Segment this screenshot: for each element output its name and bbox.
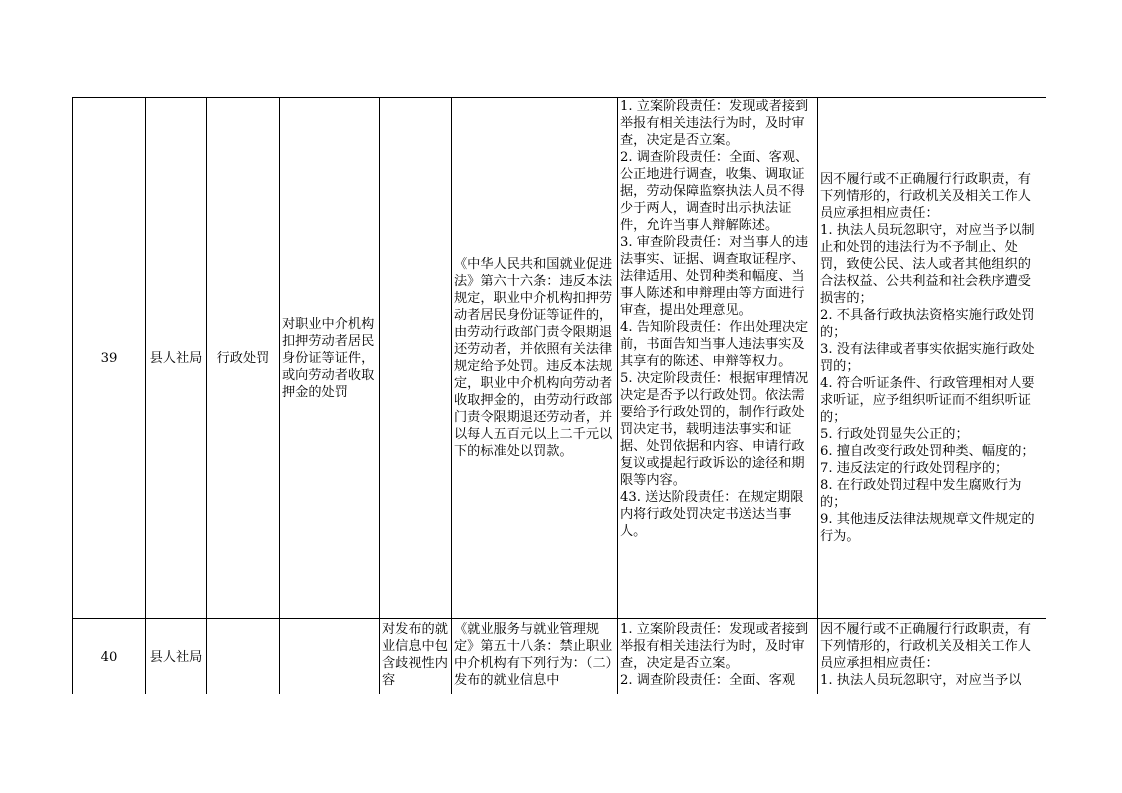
power-type-cell: 行政处罚 <box>207 98 280 619</box>
table-row <box>73 619 1047 695</box>
row-number: 40 <box>73 619 146 695</box>
accountability-cell: 因不履行或不正确履行行政职责，有下列情形的，行政机关及相关工作人员应承担相应责任： 1. 执法人员玩忽职守，对应当予以制止和处罚的违法行为不予制止、处罚，致使公民、法人或者其他组织的合法权益、公共利益和社会秩序遭受损害的； 2. 不具备行政执法资格实施行政处罚的； 3. 没有法律或者事实依据实施行政处罚的； 4. 符合听证条件、行政管理相对人要求听证，应予组织听证而不组织听证的； 5. 行政处罚显失公正的； 6. 擅自改变行政处罚种类、幅度的； 7. 违反法定的行政处罚程序的； 8. 在行政处罚过程中发生腐败行为的； 9. 其他违反法律法规规章文件规定的行为。 <box>818 98 1047 619</box>
item-name-cell <box>280 619 380 695</box>
accountability-cell <box>818 619 1047 695</box>
document-sheet <box>72 97 1046 694</box>
subitem-cell <box>380 619 452 695</box>
legal-basis-cell <box>452 619 618 695</box>
legal-basis-cell: 《中华人民共和国就业促进法》第六十六条：违反本法规定，职业中介机构扣押劳动者居民身份证等证件的，由劳动行政部门责令限期退还劳动者，并依照有关法律规定给予处罚。违反本法规定，职业中介机构向劳动者收取押金的，由劳动行政部门责令限期退还劳动者，并以每人五百元以上二千元以下的标准处以罚款。 <box>452 98 618 619</box>
responsibility-cell: 1. 立案阶段责任：发现或者接到举报有相关违法行为时，及时审查，决定是否立案。 2. 调查阶段责任：全面、客观、公正地进行调查，收集、调取证据，劳动保障监察执法人员不得少于两人，调查时出示执法证件，允许当事人辩解陈述。 3. 审查阶段责任：对当事人的违法事实、证据、调查取证程序、法律适用、处罚种类和幅度、当事人陈述和申辩理由等方面进行审查，提出处理意见。 4. 告知阶段责任：作出处理决定前，书面告知当事人违法事实及其享有的陈述、申辩等权力。 5. 决定阶段责任：根据审理情况决定是否予以行政处罚。依法需要给予行政处罚的，制作行政处罚决定书，载明违法事实和证据、处罚依据和内容、申请行政复议或提起行政诉讼的途径和期限等内容。 43. 送达阶段责任：在规定期限内将行政处罚决定书送达当事人。 <box>618 98 818 619</box>
responsibility-cell <box>618 619 818 695</box>
accountability-text: 因不履行或不正确履行行政职责，有下列情形的，行政机关及相关工作人员应承担相应责任： 1. 执法人员玩忽职守，对应当予以 <box>820 622 1031 688</box>
item-name-cell: 对职业中介机构扣押劳动者居民身份证等证件，或向劳动者收取押金的处罚 <box>280 98 380 619</box>
responsibility-text: 1. 立案阶段责任：发现或者接到举报有相关违法行为时，及时审查，决定是否立案。 2. 调查阶段责任：全面、客观 <box>620 622 809 688</box>
table-row <box>73 98 1047 619</box>
subitem-cell <box>380 98 452 619</box>
department-cell: 县人社局 <box>146 619 207 695</box>
responsibility-table <box>72 97 1046 694</box>
row-number: 39 <box>73 98 146 619</box>
legal-basis-text: 《就业服务与就业管理规定》第五十八条：禁止职业中介机构有下列行为：（二）发布的就业信息中 <box>454 622 613 688</box>
department-cell: 县人社局 <box>146 98 207 619</box>
power-type-cell <box>207 619 280 695</box>
subitem-text: 对发布的就业信息中包含歧视性内容 <box>382 622 448 688</box>
